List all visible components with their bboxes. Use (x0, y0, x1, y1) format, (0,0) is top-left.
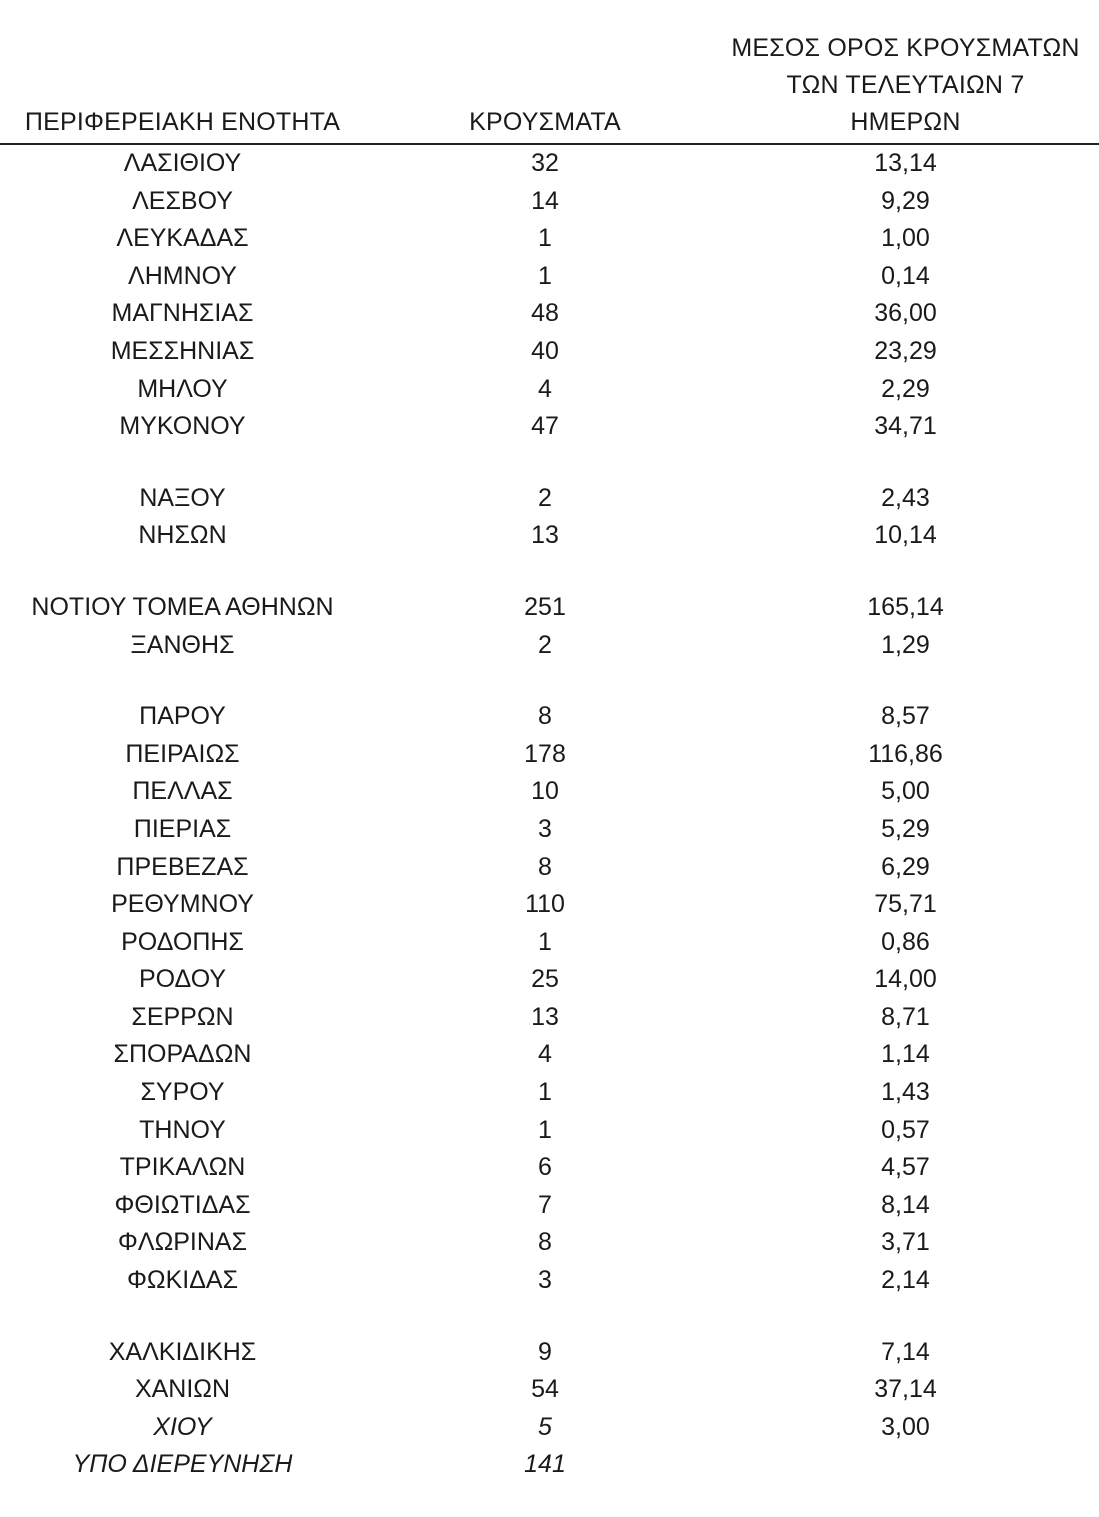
average-cell: 2,43 (881, 483, 930, 512)
table-row (0, 924, 1099, 962)
region-cell: ΡΕΘΥΜΝΟΥ (111, 890, 254, 919)
region-cell: ΣΥΡΟΥ (140, 1078, 225, 1107)
region-cell: ΛΕΣΒΟΥ (132, 186, 233, 215)
table-row (0, 480, 1099, 518)
average-cell: 8,71 (881, 1002, 930, 1031)
cases-cell: 14 (531, 186, 559, 215)
cases-cell: 8 (538, 702, 552, 731)
table-row (0, 1187, 1099, 1225)
table-row (0, 1112, 1099, 1150)
cases-cell: 6 (538, 1153, 552, 1182)
region-cell: ΝΟΤΙΟΥ ΤΟΜΕΑ ΑΘΗΝΩΝ (31, 592, 334, 621)
cases-cell: 10 (531, 777, 559, 806)
cases-cell: 4 (538, 374, 552, 403)
region-cell: ΜΥΚΟΝΟΥ (119, 412, 246, 441)
table-row (0, 999, 1099, 1037)
table-row (0, 408, 1099, 446)
cases-cell: 9 (538, 1337, 552, 1366)
region-cell: ΣΠΟΡΑΔΩΝ (113, 1040, 252, 1069)
header-avg-line-3: ΗΜΕΡΩΝ (850, 108, 961, 136)
average-cell: 3,71 (881, 1228, 930, 1257)
average-cell: 6,29 (881, 852, 930, 881)
region-cell: ΜΑΓΝΗΣΙΑΣ (111, 299, 254, 328)
cases-cell: 8 (538, 852, 552, 881)
average-cell: 5,00 (881, 777, 930, 806)
average-cell: 14,00 (874, 965, 937, 994)
cases-cell: 25 (531, 965, 559, 994)
average-cell: 1,43 (881, 1078, 930, 1107)
table-row (0, 258, 1099, 296)
average-cell: 1,29 (881, 630, 930, 659)
table-row (0, 371, 1099, 409)
table-row (0, 1036, 1099, 1074)
region-cell: ΝΗΣΩΝ (138, 521, 227, 550)
average-cell: 23,29 (874, 336, 937, 365)
table-row (0, 333, 1099, 371)
table-row (0, 145, 1099, 183)
region-cell: ΦΛΩΡΙΝΑΣ (117, 1228, 248, 1257)
cases-cell: 32 (531, 149, 559, 177)
average-cell: 116,86 (868, 739, 943, 768)
region-cell: ΣΕΡΡΩΝ (131, 1002, 234, 1031)
header-seven-day-average (712, 30, 1099, 141)
region-cell: ΤΡΙΚΑΛΩΝ (119, 1153, 246, 1182)
region-cell: ΠΡΕΒΕΖΑΣ (116, 852, 249, 881)
average-cell: 5,29 (881, 814, 930, 843)
region-cell: ΝΑΞΟΥ (139, 483, 226, 512)
average-cell: 34,71 (874, 412, 937, 441)
region-cell: ΡΟΔΟΥ (138, 965, 227, 994)
average-cell: 75,71 (874, 890, 937, 919)
cases-cell: 1 (538, 1115, 552, 1144)
cases-cell: 13 (531, 1002, 559, 1031)
region-cell: ΦΘΙΩΤΙΔΑΣ (114, 1190, 251, 1219)
average-cell: 3,00 (881, 1412, 930, 1441)
table-row (0, 220, 1099, 258)
average-cell: 8,14 (881, 1190, 930, 1219)
region-cell: ΛΑΣΙΘΙΟΥ (123, 149, 242, 177)
average-cell: 2,29 (881, 374, 930, 403)
cases-cell: 1 (538, 927, 552, 956)
cases-cell: 13 (531, 521, 559, 550)
table-row (0, 1446, 1099, 1484)
average-cell: 0,57 (881, 1115, 930, 1144)
region-cell: ΛΗΜΝΟΥ (128, 261, 237, 290)
table-row (0, 517, 1099, 555)
average-cell: 13,14 (874, 149, 937, 177)
cases-cell: 40 (531, 336, 559, 365)
region-cell: ΜΗΛΟΥ (137, 374, 228, 403)
cases-cell: 54 (531, 1375, 559, 1404)
region-cell: ΠΑΡΟΥ (139, 702, 226, 731)
cases-cell: 251 (524, 592, 566, 621)
average-cell: 37,14 (874, 1375, 937, 1404)
table-row (0, 1371, 1099, 1409)
cases-cell: 178 (524, 739, 566, 768)
table-row (0, 961, 1099, 999)
average-cell: 0,86 (881, 927, 930, 956)
table-header (0, 0, 1099, 145)
region-cell: ΤΗΝΟΥ (139, 1115, 226, 1144)
table-row (0, 295, 1099, 333)
header-region: ΠΕΡΙΦΕΡΕΙΑΚΗ ΕΝΟΤΗΤΑ (24, 108, 341, 136)
cases-cell: 4 (538, 1040, 552, 1069)
region-cell: ΧΑΝΙΩΝ (134, 1375, 231, 1404)
table-row (0, 183, 1099, 221)
region-cell: ΛΕΥΚΑΔΑΣ (116, 224, 249, 253)
table-row (0, 1334, 1099, 1372)
table-row (0, 849, 1099, 887)
table-row (0, 1224, 1099, 1262)
average-cell: 1,14 (881, 1040, 930, 1069)
table-body (0, 145, 1099, 1484)
table-row (0, 1074, 1099, 1112)
region-cell: ΠΙΕΡΙΑΣ (133, 814, 232, 843)
header-avg-line-2: ΤΩΝ ΤΕΛΕΥΤΑΙΩΝ 7 (786, 71, 1025, 99)
average-cell: 165,14 (867, 592, 944, 621)
region-cell: ΧΙΟΥ (153, 1412, 212, 1441)
region-cell: ΠΕΛΛΑΣ (132, 777, 233, 806)
cases-cell: 1 (538, 224, 552, 253)
table-row (0, 773, 1099, 811)
average-cell: 10,14 (874, 521, 937, 550)
average-cell: 2,14 (881, 1266, 930, 1295)
header-cases: ΚΡΟΥΣΜΑΤΑ (469, 108, 621, 136)
cases-cell: 48 (531, 299, 559, 328)
region-cell: ΦΩΚΙΔΑΣ (126, 1266, 239, 1295)
region-cell: ΡΟΔΟΠΗΣ (121, 927, 244, 956)
average-cell: 36,00 (874, 299, 937, 328)
header-avg-line-1: ΜΕΣΟΣ ΟΡΟΣ ΚΡΟΥΣΜΑΤΩΝ (731, 34, 1080, 62)
region-cell: ΜΕΣΣΗΝΙΑΣ (110, 336, 255, 365)
region-cell: ΞΑΝΘΗΣ (130, 630, 235, 659)
cases-cell: 1 (538, 1078, 552, 1107)
average-cell: 9,29 (881, 186, 930, 215)
table-row (0, 627, 1099, 665)
table-row (0, 1409, 1099, 1447)
table-row (0, 736, 1099, 774)
average-cell: 1,00 (881, 224, 930, 253)
average-cell: 4,57 (881, 1153, 930, 1182)
cases-cell: 5 (538, 1412, 552, 1441)
average-cell: 7,14 (881, 1337, 930, 1366)
region-cell: ΧΑΛΚΙΔΙΚΗΣ (108, 1337, 257, 1366)
table-row (0, 886, 1099, 924)
average-cell: 8,57 (881, 702, 930, 731)
table-row (0, 698, 1099, 736)
cases-cell: 110 (525, 890, 565, 919)
cases-cell: 3 (538, 1266, 552, 1295)
table-row (0, 811, 1099, 849)
cases-cell: 3 (538, 814, 552, 843)
table-row (0, 1262, 1099, 1300)
cases-cell: 7 (538, 1190, 552, 1219)
region-cell: ΥΠΟ ΔΙΕΡΕΥΝΗΣΗ (72, 1450, 293, 1479)
region-cell: ΠΕΙΡΑΙΩΣ (125, 739, 240, 768)
cases-cell: 47 (531, 412, 559, 441)
cases-cell: 2 (538, 630, 552, 659)
cases-cell: 8 (538, 1228, 552, 1257)
cases-cell: 141 (524, 1450, 566, 1479)
table-row (0, 589, 1099, 627)
cases-cell: 1 (538, 261, 552, 290)
average-cell: 0,14 (881, 261, 930, 290)
table-row (0, 1149, 1099, 1187)
cases-cell: 2 (538, 483, 552, 512)
